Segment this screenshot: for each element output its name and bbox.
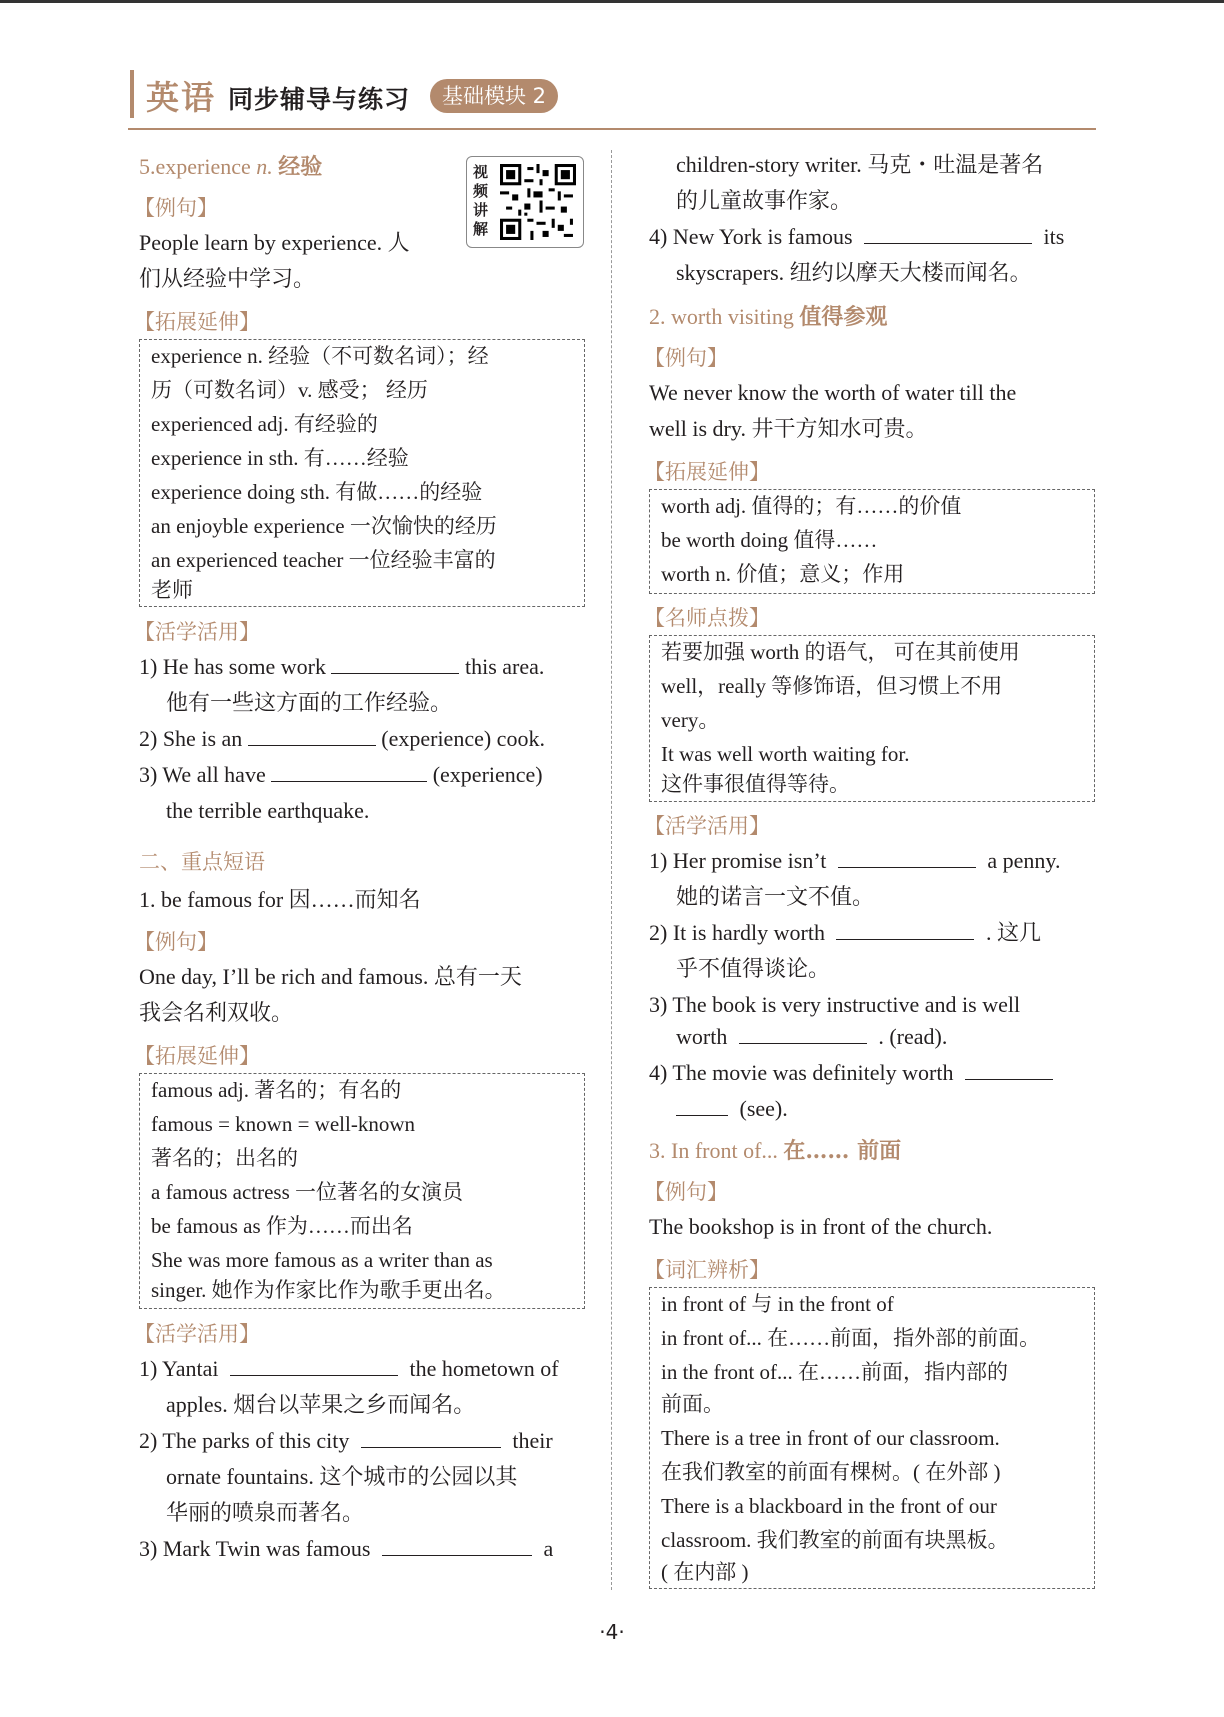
qr-label: 视频讲解: [473, 163, 489, 238]
example-sentence: The bookshop is in front of the church.: [649, 1214, 993, 1239]
vocab-analysis-tag: 【词汇辨析】: [644, 1258, 770, 1282]
practice-item-1: [139, 652, 544, 682]
vocab-line: 在我们教室的前面有棵树。( 在外部 ): [661, 1460, 1001, 1484]
vocab-line: 前面。: [661, 1392, 724, 1416]
practice-translation: skyscrapers. 纽约以摩天大楼而闻名。: [676, 260, 1032, 285]
practice-text: their: [512, 1428, 553, 1453]
phrase-heading-worth: [649, 300, 887, 331]
extension-line: famous adj. 著名的；有名的: [151, 1078, 402, 1102]
phrase-cn: 在…… 前面: [783, 1138, 902, 1164]
teacher-tip-tag: 【名师点拨】: [644, 606, 770, 630]
answer-blank[interactable]: [836, 919, 974, 940]
example-sentence: One day, I’ll be rich and famous. 总有一天: [139, 964, 522, 989]
section-heading: 二、重点短语: [139, 850, 265, 874]
practice-text: 2) The parks of this city: [139, 1428, 350, 1453]
extension-tag: 【拓展延伸】: [134, 1044, 260, 1068]
extension-line: famous = known = well-known: [151, 1112, 415, 1136]
practice-item-2: [649, 918, 1041, 948]
answer-blank[interactable]: [864, 223, 1032, 244]
practice-text: 1) He has some work: [139, 654, 326, 679]
word-heading-term: 5.experience: [139, 154, 251, 179]
practice-text: its: [1043, 224, 1065, 249]
extension-line: 老师: [151, 578, 193, 602]
example-tag: 【例句】: [644, 1180, 728, 1204]
practice-tag: 【活学活用】: [134, 1322, 260, 1346]
answer-blank[interactable]: [248, 725, 376, 746]
practice-text: a: [543, 1536, 554, 1561]
extension-line: singer. 她作为作家比作为歌手更出名。: [151, 1278, 506, 1302]
vocab-analysis-box: [649, 1287, 1095, 1589]
continued-text: 的儿童故事作家。: [676, 188, 853, 213]
phrase-term: 2. worth visiting: [649, 304, 794, 329]
practice-text: 4) New York is famous: [649, 224, 853, 249]
tip-line: 若要加强 worth 的语气， 可在其前使用: [661, 640, 1020, 664]
qr-code-panel[interactable]: [466, 156, 584, 248]
header-accent-bar: [130, 70, 134, 118]
practice-text: 2) It is hardly worth: [649, 920, 825, 945]
header-rule: [128, 128, 1096, 130]
extension-line: She was more famous as a writer than as: [151, 1248, 493, 1272]
header-badge: 基础模块 2: [430, 79, 558, 113]
extension-box-experience: [139, 339, 585, 607]
practice-continuation: [676, 1094, 788, 1124]
example-sentence: We never know the worth of water till the: [649, 380, 1017, 405]
tip-line: It was well worth waiting for.: [661, 742, 910, 766]
practice-text: worth: [676, 1024, 728, 1049]
practice-tag: 【活学活用】: [134, 620, 260, 644]
extension-box-worth: [649, 489, 1095, 594]
extension-line: be worth doing 值得……: [661, 528, 878, 552]
extension-line: worth n. 价值；意义；作用: [661, 562, 905, 586]
header-title: 同步辅导与练习: [228, 85, 411, 114]
phrase-term: 3. In front of...: [649, 1138, 778, 1163]
tip-line: well，really 等修饰语，但习惯上不用: [661, 674, 1003, 698]
example-tag: 【例句】: [644, 346, 728, 370]
practice-item-1: [649, 846, 1061, 876]
answer-blank[interactable]: [965, 1059, 1053, 1080]
extension-line: be famous as 作为……而出名: [151, 1214, 413, 1238]
extension-line: worth adj. 值得的；有……的价值: [661, 494, 962, 518]
example-translation: well is dry. 井干方知水可贵。: [649, 416, 928, 441]
header-subject: 英语: [146, 78, 216, 117]
practice-translation: 乎不值得谈论。: [676, 956, 831, 981]
practice-text: 1) Yantai: [139, 1356, 219, 1381]
practice-text: 2) She is an: [139, 726, 243, 751]
teacher-tip-box: [649, 635, 1095, 802]
word-heading-experience: [139, 150, 322, 181]
tip-line: very。: [661, 708, 720, 732]
extension-line: a famous actress 一位著名的女演员: [151, 1180, 464, 1204]
practice-tag: 【活学活用】: [644, 814, 770, 838]
answer-blank[interactable]: [361, 1427, 501, 1448]
answer-blank[interactable]: [739, 1023, 867, 1044]
extension-tag: 【拓展延伸】: [644, 460, 770, 484]
practice-text: (experience) cook.: [381, 726, 545, 751]
vocab-line: There is a blackboard in the front of our: [661, 1494, 997, 1518]
example-sentence: People learn by experience. 人: [139, 230, 410, 255]
example-translation: 我会名利双收。: [139, 1000, 294, 1025]
answer-blank[interactable]: [230, 1355, 398, 1376]
tip-line: 这件事很值得等待。: [661, 772, 850, 796]
phrase-cn: 值得参观: [799, 304, 888, 330]
extension-line: experience doing sth. 有做……的经验: [151, 480, 483, 504]
answer-blank[interactable]: [331, 653, 459, 674]
extension-line: an experienced teacher 一位经验丰富的: [151, 548, 496, 572]
practice-translation: apples. 烟台以苹果之乡而闻名。: [166, 1392, 476, 1417]
practice-item-3: [139, 760, 543, 790]
practice-item-2: [139, 724, 545, 754]
vocab-line: in the front of... 在……前面，指内部的: [661, 1360, 1009, 1384]
vocab-line: ( 在内部 ): [661, 1560, 749, 1584]
practice-translation: 华丽的喷泉而著名。: [166, 1500, 365, 1525]
answer-blank[interactable]: [676, 1095, 728, 1116]
practice-item-4: [649, 1058, 1053, 1088]
top-border: [0, 0, 1224, 3]
practice-text: this area.: [464, 654, 545, 679]
practice-translation: 他有一些这方面的工作经验。: [166, 690, 453, 715]
page-number: ·4·: [599, 1620, 625, 1644]
practice-text: 4) The movie was definitely worth: [649, 1060, 954, 1085]
phrase-heading: 1. be famous for 因……而知名: [139, 887, 421, 912]
practice-text: . (read).: [878, 1024, 948, 1049]
practice-item-4: [649, 222, 1064, 252]
extension-box-famous: [139, 1073, 585, 1309]
word-heading-pos: n.: [256, 154, 273, 179]
extension-line: experience in sth. 有……经验: [151, 446, 409, 470]
practice-continuation: the terrible earthquake.: [166, 798, 370, 823]
qr-code-icon: [500, 164, 576, 240]
vocab-line: in front of... 在……前面，指外部的前面。: [661, 1326, 1041, 1350]
answer-blank[interactable]: [838, 847, 976, 868]
practice-text: 3) We all have: [139, 762, 266, 787]
extension-line: an enjoyble experience 一次愉快的经历: [151, 514, 497, 538]
column-divider: [611, 150, 612, 1590]
example-tag: 【例句】: [134, 930, 218, 954]
practice-text: the hometown of: [409, 1356, 559, 1381]
practice-text: 3) Mark Twin was famous: [139, 1536, 371, 1561]
vocab-line: classroom. 我们教室的前面有块黑板。: [661, 1528, 1009, 1552]
answer-blank[interactable]: [271, 761, 427, 782]
practice-text: (see).: [739, 1096, 788, 1121]
practice-item-2: [139, 1426, 553, 1456]
practice-text: (experience): [432, 762, 543, 787]
word-heading-cn: 经验: [278, 154, 323, 180]
example-tag: 【例句】: [134, 196, 218, 220]
vocab-line: in front of 与 in the front of: [661, 1292, 894, 1316]
practice-text: 1) Her promise isn’t: [649, 848, 827, 873]
practice-text: a penny.: [987, 848, 1061, 873]
continued-text: children-story writer. 马克・吐温是著名: [676, 152, 1044, 177]
page-header: [128, 66, 1096, 126]
practice-item-1: [139, 1354, 559, 1384]
practice-item-3: 3) The book is very instructive and is well: [649, 992, 1021, 1017]
practice-text: . 这几: [985, 920, 1041, 945]
extension-line: experience n. 经验（不可数名词）；经: [151, 344, 489, 368]
example-translation: 们从经验中学习。: [139, 266, 316, 291]
answer-blank[interactable]: [382, 1535, 532, 1556]
extension-line: experienced adj. 有经验的: [151, 412, 378, 436]
practice-translation: ornate fountains. 这个城市的公园以其: [166, 1464, 518, 1489]
extension-line: 著名的；出名的: [151, 1146, 298, 1170]
practice-continuation: [676, 1022, 947, 1052]
practice-item-3: [139, 1534, 553, 1564]
extension-line: 历（可数名词）v. 感受； 经历: [151, 378, 428, 402]
practice-translation: 她的诺言一文不值。: [676, 884, 875, 909]
extension-tag: 【拓展延伸】: [134, 310, 260, 334]
vocab-line: There is a tree in front of our classroom.: [661, 1426, 1000, 1450]
phrase-heading-in-front-of: [649, 1134, 901, 1165]
